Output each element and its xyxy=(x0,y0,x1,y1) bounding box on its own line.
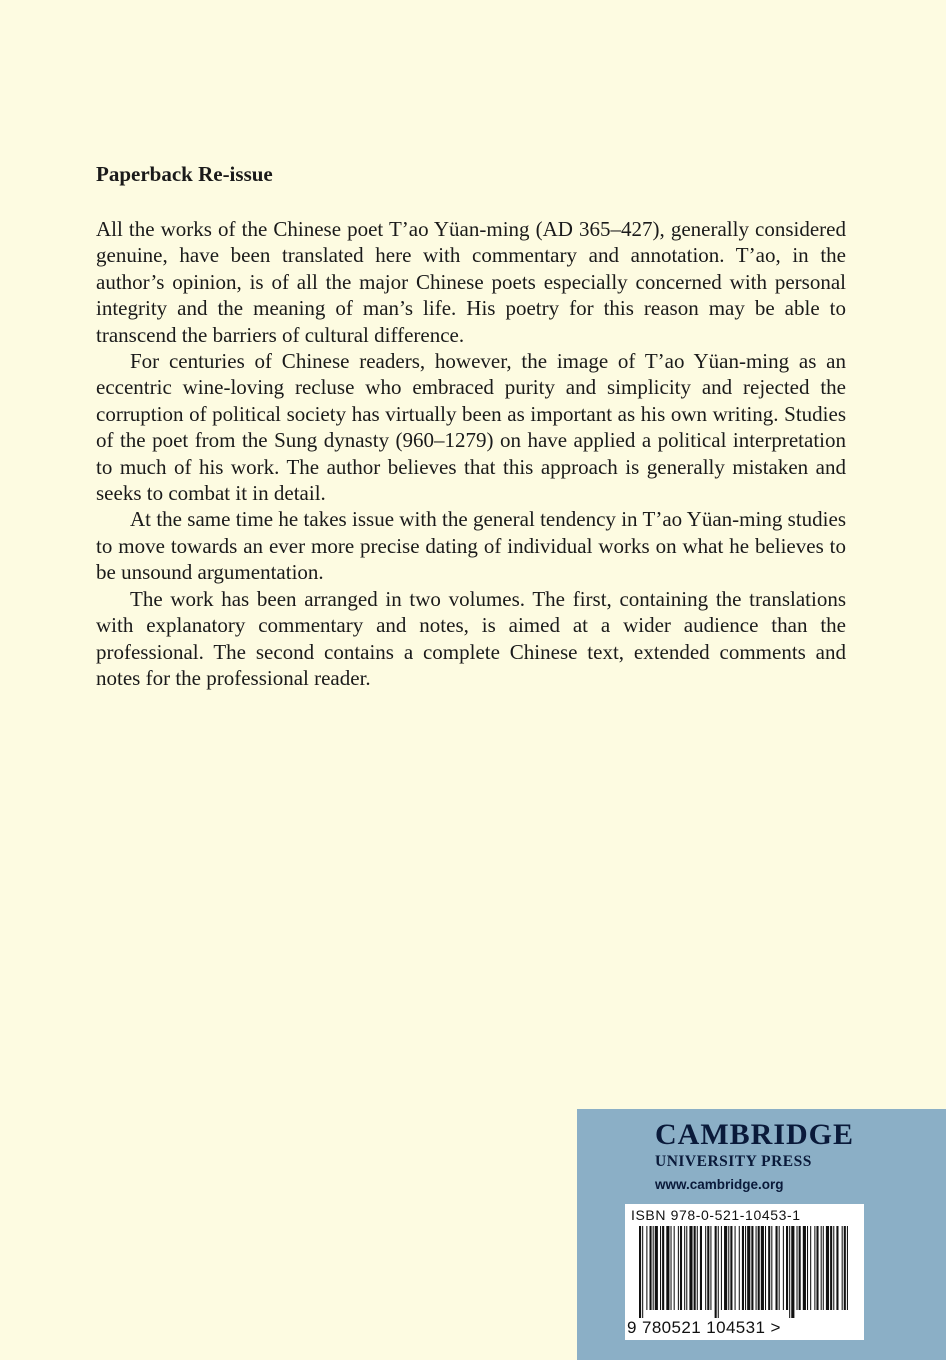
barcode-bar xyxy=(756,1226,757,1310)
barcode-bar xyxy=(730,1226,732,1310)
barcode-bar xyxy=(842,1226,843,1310)
barcode-bar xyxy=(833,1226,834,1310)
barcode-bar xyxy=(823,1226,824,1310)
barcode-bar xyxy=(678,1226,679,1310)
barcode-bar xyxy=(674,1226,675,1310)
barcode-bar xyxy=(810,1226,811,1310)
barcode-bar xyxy=(724,1226,727,1310)
barcode-bar xyxy=(642,1226,643,1318)
barcode-bar xyxy=(776,1226,778,1310)
barcode-bar xyxy=(779,1226,780,1310)
barcode-bar xyxy=(786,1226,788,1310)
barcode-bar xyxy=(710,1226,711,1310)
barcode-bar xyxy=(803,1226,806,1310)
barcode-bar xyxy=(747,1226,750,1310)
isbn-label: ISBN 978-0-521-10453-1 xyxy=(631,1207,801,1223)
barcode-bars xyxy=(629,1226,857,1318)
barcode-bar xyxy=(758,1226,760,1310)
barcode-bar xyxy=(705,1226,706,1310)
barcode-bar xyxy=(721,1226,722,1310)
description-paragraph-3: At the same time he takes issue with the general tendency in T’ao Yüan-ming studies to move towards an ever more precise dating of individual works on what he believes to be unsound argumentation. xyxy=(96,507,846,585)
barcode-bar xyxy=(728,1226,729,1310)
barcode-bar xyxy=(765,1226,766,1310)
barcode-bar xyxy=(797,1226,798,1310)
publisher-url: www.cambridge.org xyxy=(655,1177,784,1192)
barcode-bar xyxy=(739,1226,740,1310)
publisher-subname: UNIVERSITY PRESS xyxy=(655,1153,812,1170)
barcode-bar xyxy=(799,1226,801,1310)
barcode-bar xyxy=(789,1226,790,1318)
barcode-bar xyxy=(646,1226,647,1310)
barcode-bar xyxy=(816,1226,818,1310)
barcode-bar xyxy=(697,1226,698,1310)
barcode-bar xyxy=(814,1226,815,1310)
cover-heading: Paperback Re-issue xyxy=(96,162,273,186)
publisher-panel xyxy=(577,1109,946,1360)
barcode-bar xyxy=(660,1226,661,1310)
barcode-bar xyxy=(650,1226,652,1310)
barcode-bar xyxy=(662,1226,664,1310)
barcode-bar xyxy=(836,1226,838,1310)
barcode-bar xyxy=(700,1226,702,1310)
barcode-box xyxy=(625,1204,864,1340)
barcode-digits: 9 780521 104531 > xyxy=(627,1318,781,1337)
barcode-bar xyxy=(751,1226,753,1310)
barcode-bar xyxy=(715,1226,717,1318)
barcode-bar xyxy=(694,1226,696,1310)
description-paragraph-4: The work has been arranged in two volumes. The first, containing the translations with explanatory commentary and notes, is aimed at a wider audience than the professional. The second contains a complete Chinese text, extended comments and notes for the professional reader. xyxy=(96,586,846,690)
barcode-bar xyxy=(735,1226,736,1310)
barcode-bar xyxy=(791,1226,794,1318)
barcode-bar xyxy=(783,1226,784,1310)
barcode-bar xyxy=(807,1226,808,1310)
barcode-bar xyxy=(684,1226,685,1310)
publisher-name: CAMBRIDGE xyxy=(655,1118,855,1151)
barcode-bar xyxy=(707,1226,709,1310)
barcode-bar xyxy=(655,1226,658,1310)
barcode-bar xyxy=(686,1226,687,1310)
barcode-bar xyxy=(844,1226,846,1310)
barcode-bar xyxy=(680,1226,682,1310)
barcode-bar xyxy=(742,1226,744,1310)
barcode-bar xyxy=(768,1226,770,1310)
barcode-bar xyxy=(745,1226,746,1310)
barcode-bar xyxy=(671,1226,672,1310)
barcode-bar xyxy=(761,1226,764,1310)
barcode-bar xyxy=(847,1226,848,1310)
back-cover-text xyxy=(96,160,846,691)
barcode-bar xyxy=(771,1226,772,1310)
description-paragraph-1: All the works of the Chinese poet T’ao Yüan-ming (AD 365–427), generally considered genuine, have been translated here with commentary and annotation. T’ao, in the author’s opinion, is of all the major Chinese poets especially concerned with personal integrity and the meaning of man’s life. His poetry for this reason may be able to transcend the barriers of cultural difference. xyxy=(96,217,846,347)
barcode-bar xyxy=(689,1226,692,1310)
barcode-bar xyxy=(718,1226,719,1318)
barcode-bar xyxy=(666,1226,669,1310)
barcode-bar xyxy=(826,1226,829,1310)
description-paragraph-2: For centuries of Chinese readers, however, the image of T’ao Yüan-ming as an eccentric wine-loving recluse who embraced purity and simplicity and rejected the corruption of political society has virtually been as important as his own writing. Studies of the poet from the Sung dynasty (960–1279) on have applied a political interpretation to much of his work. The author believes that this approach is generally mistaken and seeks to combat it in detail. xyxy=(96,349,846,506)
barcode-bar xyxy=(653,1226,654,1310)
barcode-bar xyxy=(639,1226,641,1318)
barcode-bar xyxy=(830,1226,832,1310)
barcode-bar xyxy=(821,1226,822,1310)
